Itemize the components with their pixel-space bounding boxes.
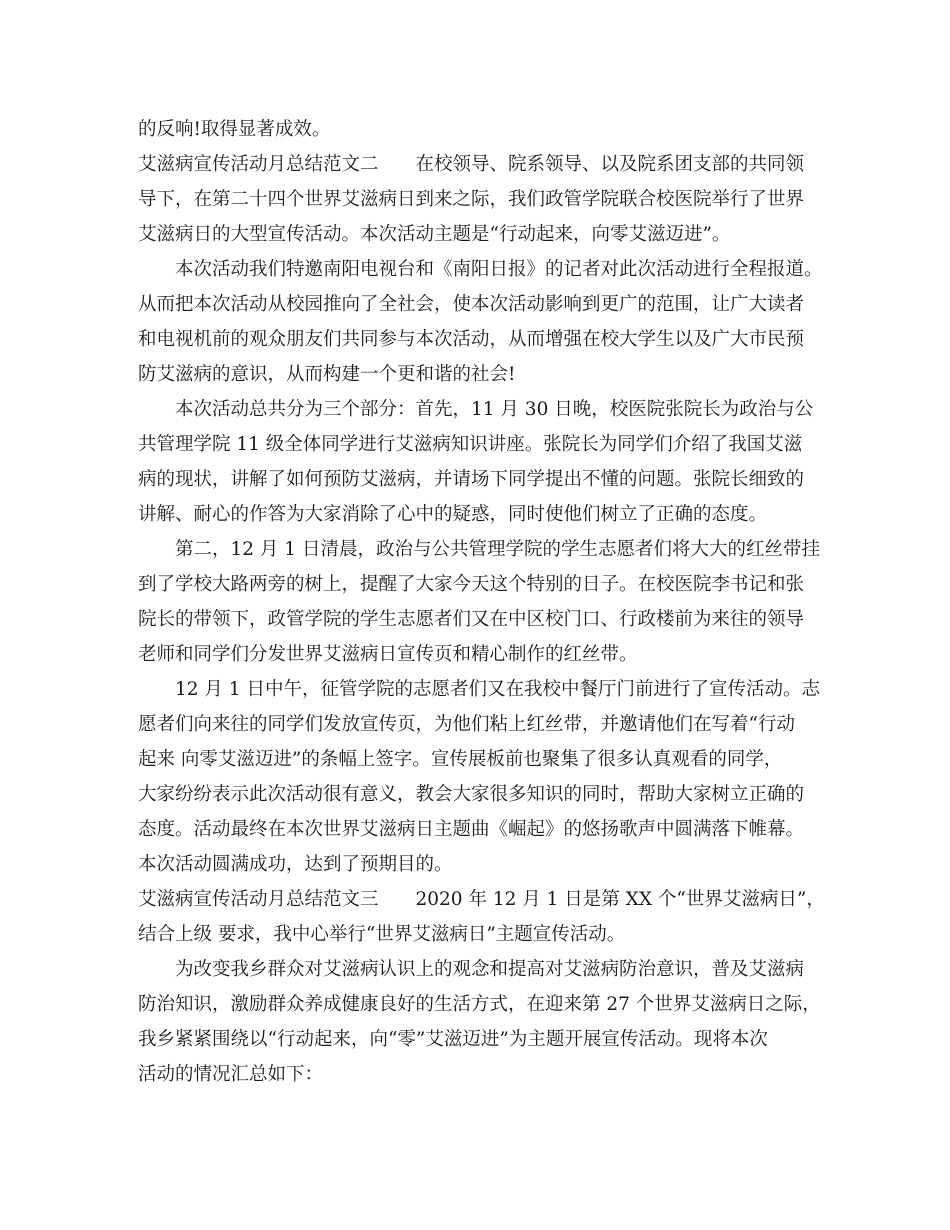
text-line: 防艾滋病的意识，从而构建一个更和谐的社会! bbox=[138, 364, 516, 385]
text-line: 活动的情况汇总如下： bbox=[138, 1064, 324, 1085]
text-line: 防治知识，激励群众养成健康良好的生活方式，在迎来第 27 个世界艾滋病日之际， bbox=[138, 994, 821, 1015]
paragraph-first-line: 本次活动我们特邀南阳电视台和《南阳日报》的记者对此次活动进行全程报道。 bbox=[175, 259, 823, 280]
text-line: 共管理学院 11 级全体同学进行艾滋病知识讲座。张院长为同学们介绍了我国艾滋 bbox=[138, 434, 803, 455]
text-line: 老师和同学们分发世界艾滋病日宣传页和精心制作的红丝带。 bbox=[138, 644, 638, 665]
text-line: 导下，在第二十四个世界艾滋病日到来之际，我们政管学院联合校医院举行了世界 bbox=[138, 189, 805, 210]
text-line: 大家纷纷表示此次活动很有意义，教会大家很多知识的同时，帮助大家树立正确的 bbox=[138, 784, 805, 805]
text-line: 病的现状，讲解了如何预防艾滋病，并请场下同学提出不懂的问题。张院长细致的 bbox=[138, 469, 805, 490]
text-line: 起来 向零艾滋迈进”的条幅上签字。宣传展板前也聚集了很多认真观看的同学， bbox=[138, 749, 783, 770]
text-line: 从而把本次活动从校园推向了全社会，使本次活动影响到更广的范围，让广大读者 bbox=[138, 294, 805, 315]
text-line: 到了学校大路两旁的树上，提醒了大家今天这个特别的日子。在校医院李书记和张 bbox=[138, 574, 805, 595]
section-heading-line: 艾滋病宣传活动月总结范文二 在校领导、院系领导、以及院系团支部的共同领 bbox=[138, 154, 805, 175]
text-line: 态度。活动最终在本次世界艾滋病日主题曲《崛起》的悠扬歌声中圆满落下帷幕。 bbox=[138, 819, 805, 840]
text-line: 的反响!取得显著成效。 bbox=[138, 119, 331, 140]
paragraph-first-line: 为改变我乡群众对艾滋病认识上的观念和提高对艾滋病防治意识，普及艾滋病 bbox=[175, 959, 805, 980]
text-line: 院长的带领下，政管学院的学生志愿者们又在中区校门口、行政楼前为来往的领导 bbox=[138, 609, 805, 630]
text-line: 结合上级 要求，我中心举行“世界艾滋病日”主题宣传活动。 bbox=[138, 924, 626, 945]
paragraph-first-line: 第二，12 月 1 日清晨，政治与公共管理学院的学生志愿者们将大大的红丝带挂 bbox=[175, 539, 820, 560]
text-line: 我乡紧紧围绕以“行动起来，向“零”艾滋迈进”为主题开展宣传活动。现将本次 bbox=[138, 1029, 768, 1050]
paragraph-first-line: 本次活动总共分为三个部分：首先，11 月 30 日晚，校医院张院长为政治与公 bbox=[175, 399, 814, 420]
section-heading-line: 艾滋病宣传活动月总结范文三 2020 年 12 月 1 日是第 XX 个“世界艾滋病日”， bbox=[138, 889, 825, 910]
text-line: 讲解、耐心的作答为大家消除了心中的疑惑，同时使他们树立了正确的态度。 bbox=[138, 504, 768, 525]
text-line: 艾滋病日的大型宣传活动。本次活动主题是“行动起来，向零艾滋迈进”。 bbox=[138, 224, 731, 245]
text-line: 和电视机前的观众朋友们共同参与本次活动，从而增强在校大学生以及广大市民预 bbox=[138, 329, 805, 350]
paragraph-first-line: 12 月 1 日中午，征管学院的志愿者们又在我校中餐厅门前进行了宣传活动。志 bbox=[175, 679, 820, 700]
text-line: 本次活动圆满成功，达到了预期目的。 bbox=[138, 854, 453, 875]
text-line: 愿者们向来往的同学们发放宣传页，为他们粘上红丝带，并邀请他们在写着“行动 bbox=[138, 714, 795, 735]
